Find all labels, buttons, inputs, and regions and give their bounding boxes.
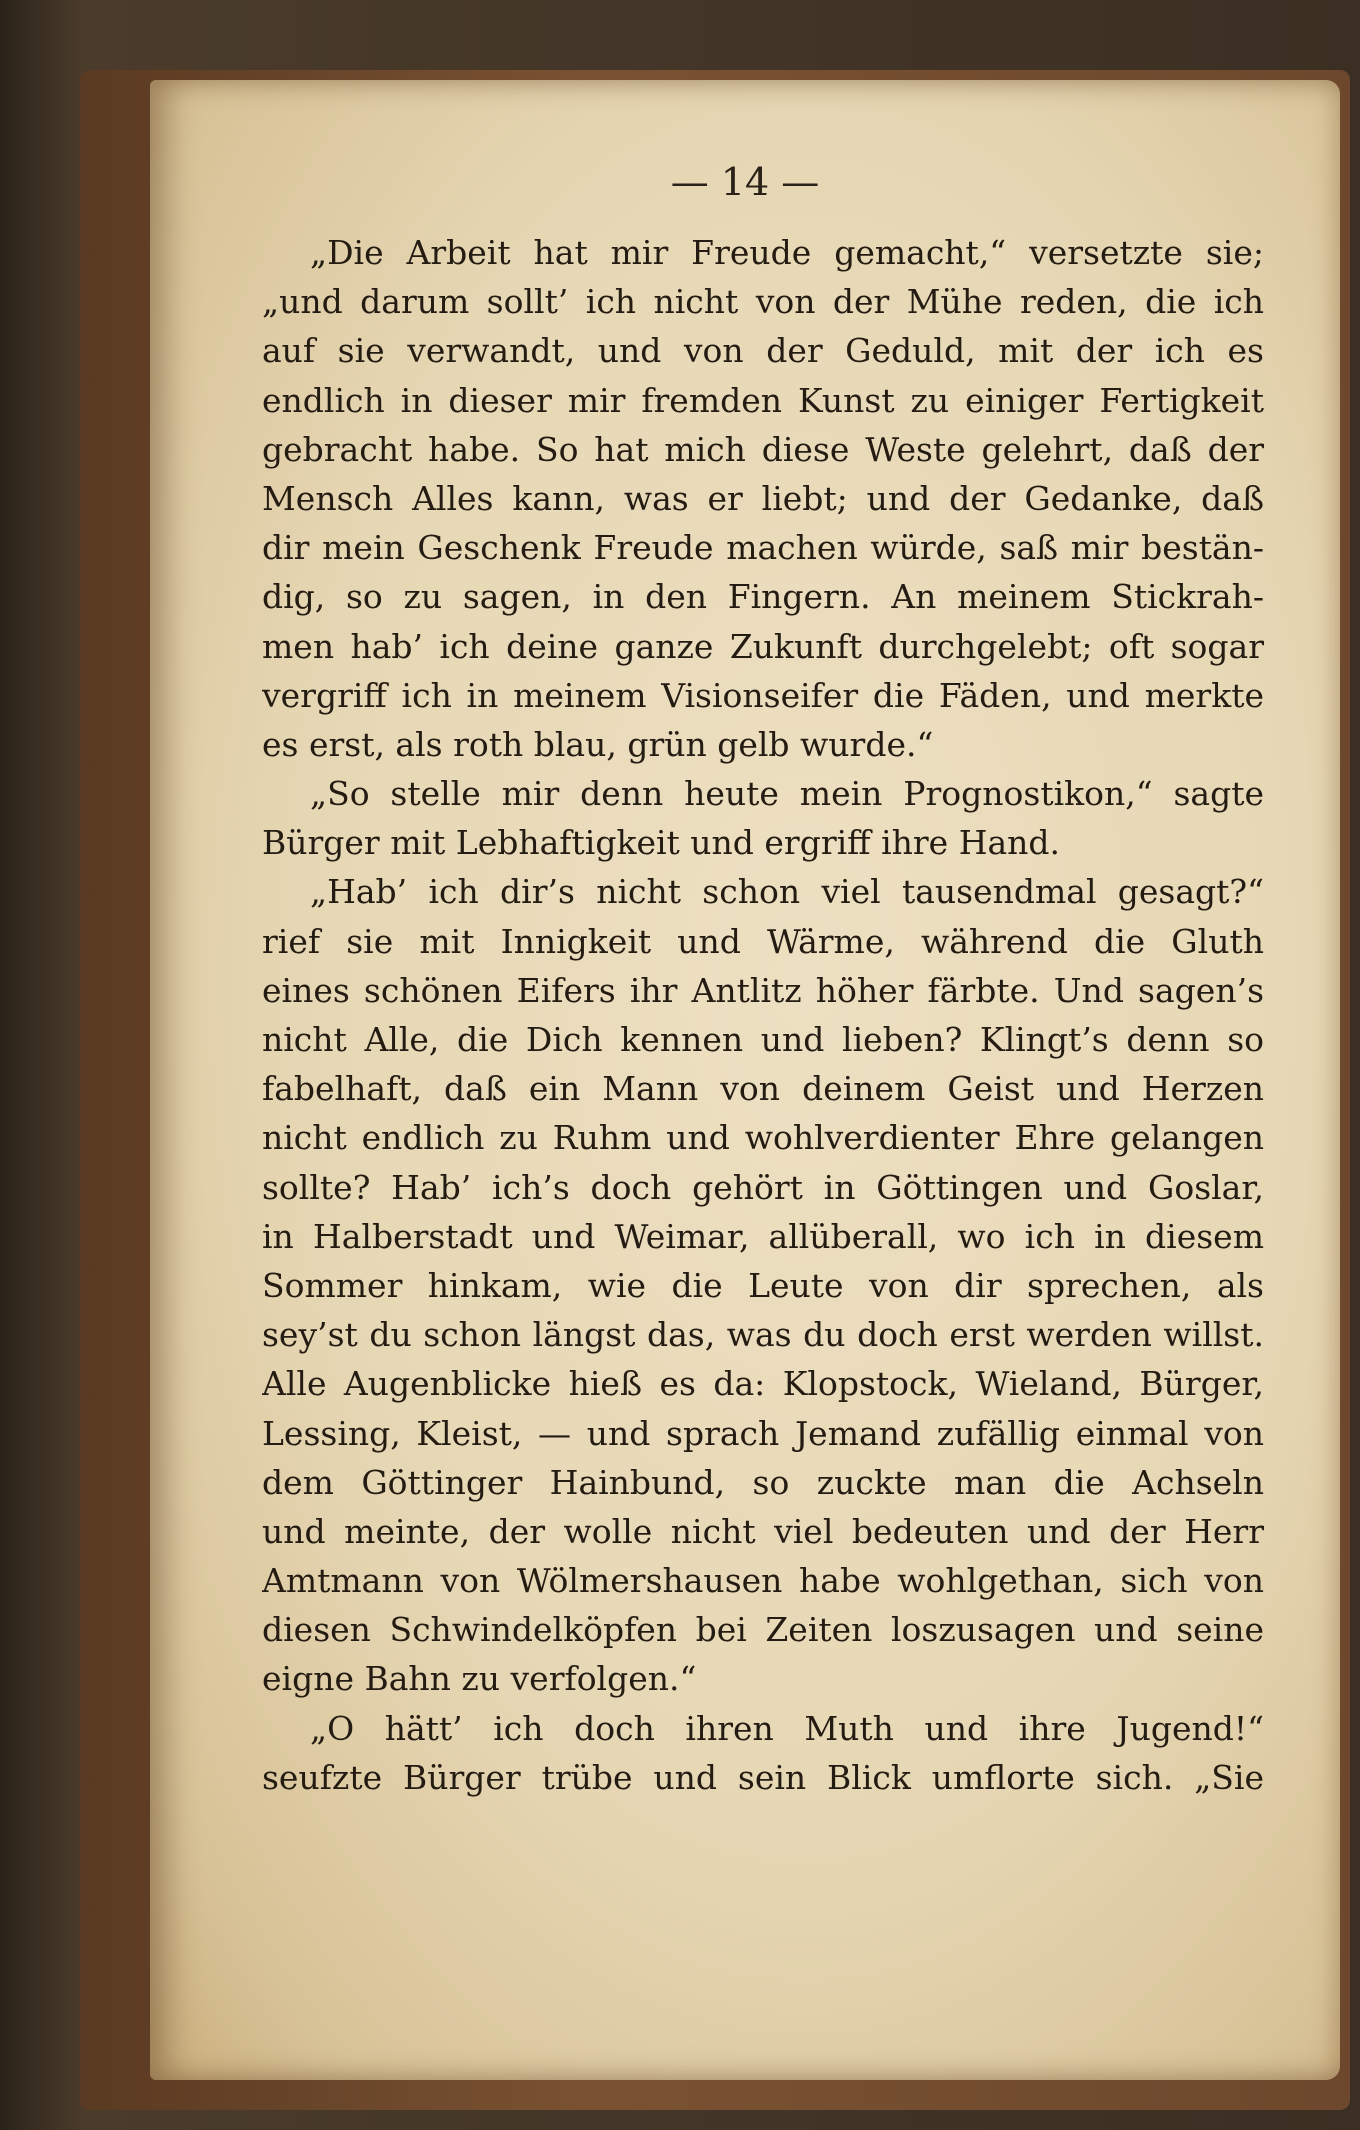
text-line: „Die Arbeit hat mir Freude gemacht,“ versetzte sie; (310, 233, 1264, 272)
text-line: „O hätt’ ich doch ihren Muth und ihre Jugend!“ (310, 1708, 1264, 1748)
text-line: auf sie verwandt, und von der Geduld, mit der ich es (262, 331, 1264, 371)
text-line: Sommer hinkam, wie die Leute von dir sprechen, als (262, 1265, 1264, 1305)
text-line: nicht Alle, die Dich kennen und lieben? Klingt’s denn so (262, 1020, 1264, 1059)
text-line: Mensch Alles kann, was er liebt; und der Gedanke, daß (262, 478, 1264, 518)
text-line: sey’st du schon längst das, was du doch erst werden willst. (262, 1315, 1264, 1355)
page-text (262, 228, 1264, 1802)
book-page (150, 80, 1340, 2080)
text-line: „Hab’ ich dir’s nicht schon viel tausendmal gesagt?“ (310, 872, 1264, 912)
text-line: „So stelle mir denn heute mein Prognostikon,“ sagte (310, 774, 1264, 814)
text-line: Alle Augenblicke hieß es da: Klopstock, Wieland, Bürger, (262, 1364, 1264, 1404)
text-line: rief sie mit Innigkeit und Wärme, während die Gluth (262, 921, 1264, 961)
text-line: vergriff ich in meinem Visionseifer die Fäden, und merkte (262, 675, 1264, 715)
text-line: eigne Bahn zu verfolgen.“ (262, 1659, 697, 1699)
text-line: dem Göttinger Hainbund, so zuckte man die Achseln (262, 1462, 1264, 1502)
text-line: fabelhaft, daß ein Mann von deinem Geist und Herzen (262, 1069, 1264, 1109)
text-line: eines schönen Eifers ihr Antlitz höher färbte. Und sagen’s (262, 970, 1264, 1010)
text-line: es erst, als roth blau, grün gelb wurde.“ (262, 724, 934, 764)
page-number: — 14 — (670, 160, 820, 204)
text-line: diesen Schwindelköpfen bei Zeiten loszusagen und seine (262, 1610, 1264, 1650)
text-line: dir mein Geschenk Freude machen würde, saß mir bestän- (262, 528, 1264, 568)
text-line: endlich in dieser mir fremden Kunst zu einiger Fertigkeit (262, 380, 1264, 420)
text-line: gebracht habe. So hat mich diese Weste gelehrt, daß der (262, 429, 1264, 469)
text-line: Bürger mit Lebhaftigkeit und ergriff ihre Hand. (262, 823, 1061, 863)
text-line: „und darum sollt’ ich nicht von der Mühe reden, die ich (262, 282, 1264, 322)
text-line: men hab’ ich deine ganze Zukunft durchgelebt; oft sogar (262, 626, 1264, 666)
text-line: und meinte, der wolle nicht viel bedeuten und der Herr (262, 1511, 1264, 1551)
text-line: Amtmann von Wölmershausen habe wohlgethan, sich von (262, 1561, 1264, 1601)
text-line: dig, so zu sagen, in den Fingern. An meinem Stickrah- (262, 577, 1264, 617)
text-line: sollte? Hab’ ich’s doch gehört in Göttingen und Goslar, (262, 1167, 1264, 1207)
text-line: seufzte Bürger trübe und sein Blick umflorte sich. „Sie (262, 1757, 1264, 1797)
text-line: in Halberstadt und Weimar, allüberall, wo ich in diesem (262, 1216, 1264, 1256)
text-line: Lessing, Kleist, — und sprach Jemand zufällig einmal von (262, 1413, 1264, 1453)
text-line: nicht endlich zu Ruhm und wohlverdienter Ehre gelangen (262, 1118, 1264, 1158)
